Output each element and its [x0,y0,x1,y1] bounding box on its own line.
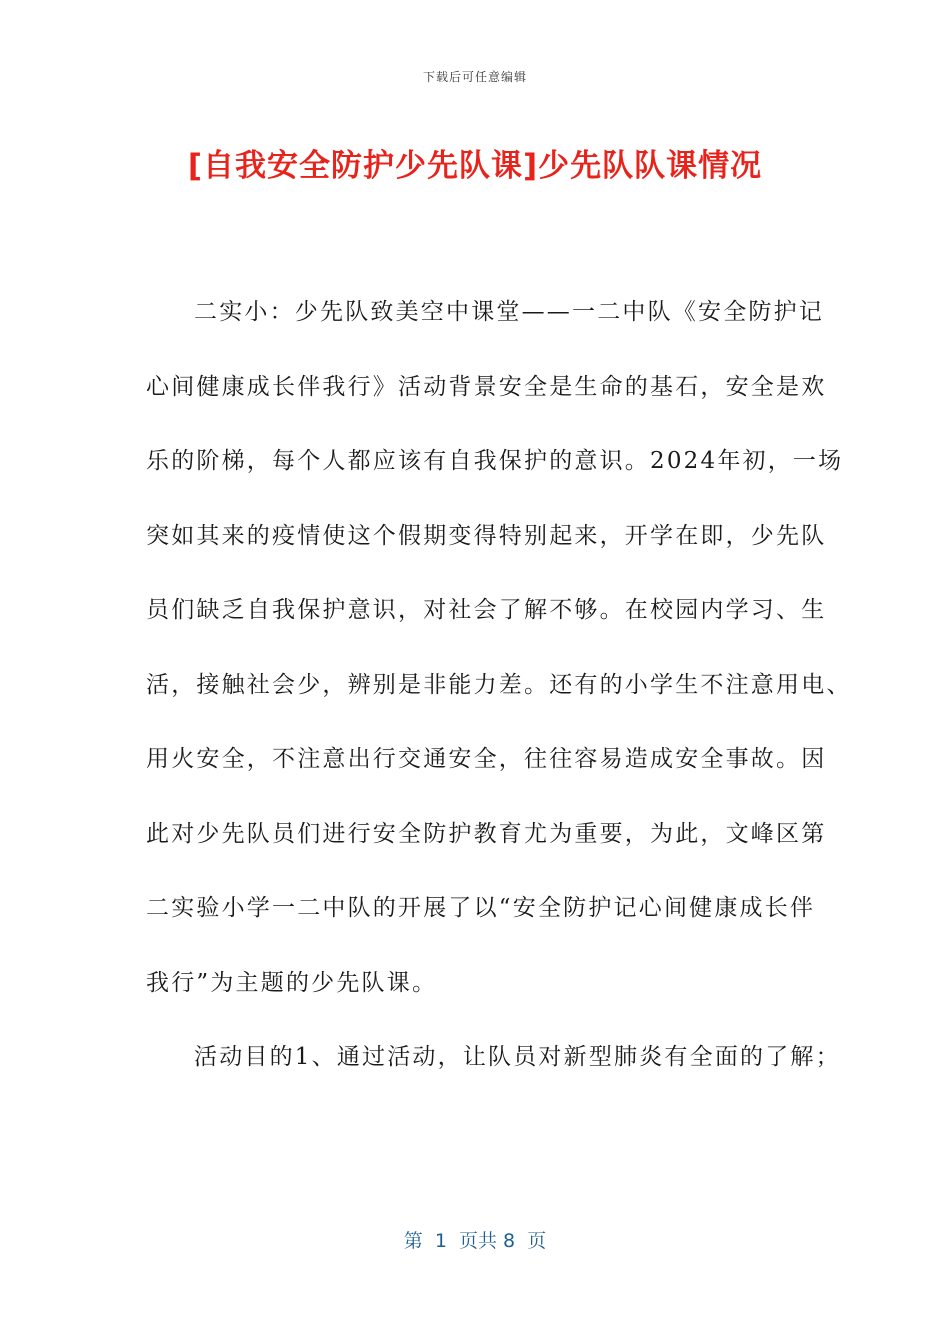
paragraph-line: 员们缺乏自我保护意识，对社会了解不够。在校园内学习、生 [146,597,827,623]
paragraph-purpose [146,1020,841,1095]
paragraph-line: 活，接触社会少，辨别是非能力差。还有的小学生不注意用电、 [146,671,852,698]
paragraph-background [146,275,852,1020]
paragraph-line: 二实验小学一二中队的开展了以“安全防护记心间健康成长伴 [146,895,816,921]
paragraph-line: 用火安全，不注意出行交通安全，往往容易造成安全事故。因 [146,746,827,772]
paragraph-line: 我行”为主题的少先队课。 [146,969,438,996]
header-note: 下载后可任意编辑 [422,70,527,84]
paragraph-line: 突如其来的疫情使这个假期变得特别起来，开学在即，少先队 [146,522,827,549]
document-title: [自我安全防护少先队课]少先队队课情况 [187,148,763,184]
document-body [146,275,852,1095]
paragraph-line: 活动目的1、通过活动，让队员对新型肺炎有全面的了解； [194,1044,841,1070]
paragraph-line: 二实小：少先队致美空中课堂——一二中队《安全防护记 [194,299,824,325]
page-footer: 第 1 页共 8 页 [403,1230,547,1252]
paragraph-line: 乐的阶梯，每个人都应该有自我保护的意识。2024年初，一场 [146,448,844,474]
paragraph-line: 心间健康成长伴我行》活动背景安全是生命的基石，安全是欢 [146,373,827,400]
paragraph-line: 此对少先队员们进行安全防护教育尤为重要，为此，文峰区第 [146,820,827,847]
